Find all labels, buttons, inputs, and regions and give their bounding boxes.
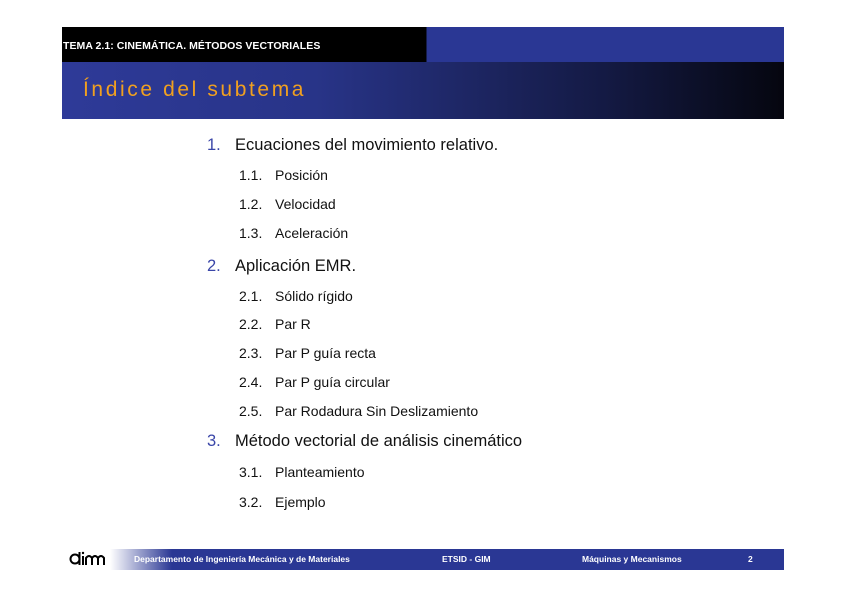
subindex-label: Par P guía circular bbox=[275, 374, 390, 390]
subindex-item-3-2 bbox=[239, 494, 326, 510]
footer-school: ETSID - GIM bbox=[442, 554, 491, 564]
subindex-number: 2.1. bbox=[239, 288, 263, 304]
subindex-item-1-2 bbox=[239, 196, 336, 212]
subindex-item-1-3 bbox=[239, 225, 348, 241]
course-topic-title: TEMA 2.1: CINEMÁTICA. MÉTODOS VECTORIALES bbox=[63, 40, 321, 52]
footer-department: Departamento de Ingeniería Mecánica y de Materiales bbox=[134, 554, 350, 564]
index-number: 3. bbox=[207, 432, 221, 450]
subindex-number: 2.4. bbox=[239, 374, 263, 390]
department-logo-icon bbox=[69, 550, 107, 569]
index-item-1 bbox=[207, 136, 498, 155]
slide-title: Índice del subtema bbox=[83, 78, 307, 101]
subindex-number: 1.3. bbox=[239, 225, 263, 241]
index-number: 2. bbox=[207, 257, 221, 275]
subindex-item-2-5 bbox=[239, 403, 478, 419]
slide-title-band bbox=[62, 62, 784, 119]
index-number: 1. bbox=[207, 136, 221, 154]
subindex-number: 2.5. bbox=[239, 403, 263, 419]
index-label: Aplicación EMR. bbox=[235, 257, 357, 275]
subindex-label: Planteamiento bbox=[275, 464, 365, 480]
subindex-label: Par Rodadura Sin Deslizamiento bbox=[275, 403, 479, 419]
subindex-label: Sólido rígido bbox=[275, 288, 353, 304]
subindex-item-2-2 bbox=[239, 316, 311, 332]
subindex-label: Par R bbox=[275, 316, 311, 332]
subindex-item-2-4 bbox=[239, 374, 390, 390]
subindex-label: Par P guía recta bbox=[275, 345, 376, 361]
subindex-label: Aceleración bbox=[275, 225, 349, 241]
subindex-label: Posición bbox=[275, 167, 328, 183]
subindex-number: 2.2. bbox=[239, 316, 263, 332]
subindex-number: 3.1. bbox=[239, 464, 263, 480]
index-item-3 bbox=[207, 432, 522, 451]
subindex-item-2-1 bbox=[239, 288, 353, 304]
subindex-item-1-1 bbox=[239, 167, 328, 183]
subindex-label: Velocidad bbox=[275, 196, 336, 212]
subindex-number: 2.3. bbox=[239, 345, 263, 361]
index-label: Método vectorial de análisis cinemático bbox=[235, 432, 523, 450]
subindex-number: 3.2. bbox=[239, 494, 263, 510]
footer-course: Máquinas y Mecanismos bbox=[582, 554, 682, 564]
slide-footer bbox=[62, 549, 784, 570]
index-item-2 bbox=[207, 257, 356, 276]
subindex-item-3-1 bbox=[239, 464, 365, 480]
subindex-item-2-3 bbox=[239, 345, 376, 361]
subindex-label: Ejemplo bbox=[275, 494, 326, 510]
subindex-number: 1.1. bbox=[239, 167, 263, 183]
index-label: Ecuaciones del movimiento relativo. bbox=[235, 136, 499, 154]
subindex-number: 1.2. bbox=[239, 196, 263, 212]
page-number: 2 bbox=[748, 554, 753, 564]
slide-header-bar bbox=[62, 27, 784, 62]
